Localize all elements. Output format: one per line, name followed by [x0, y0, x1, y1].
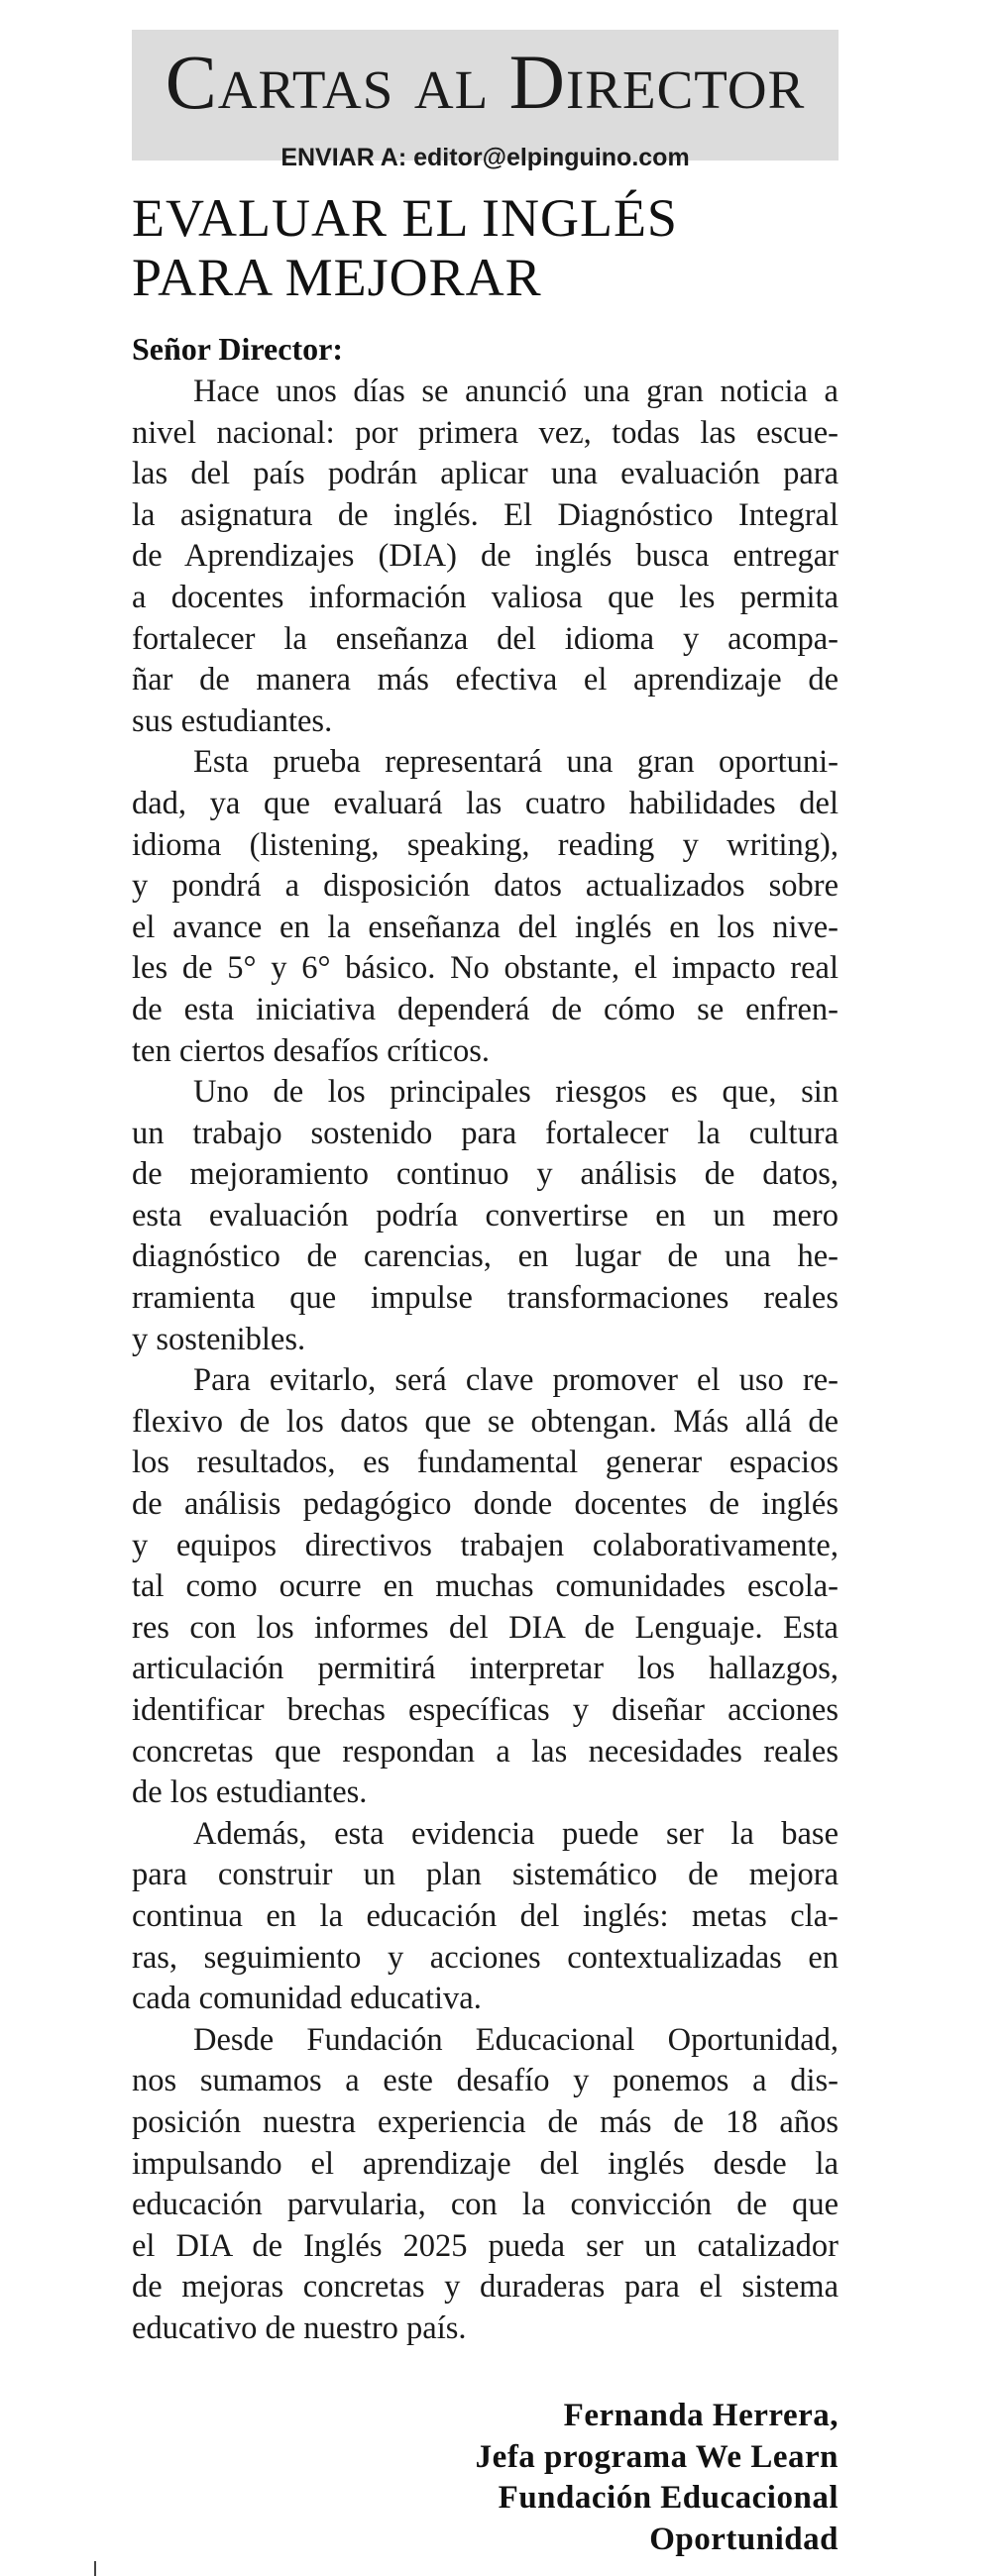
- paragraph-line: de mejoras concretas y duraderas para el sistema: [132, 2269, 839, 2306]
- paragraph-line: diagnóstico de carencias, en lugar de una he-: [132, 1238, 839, 1275]
- paragraph-line: nos sumamos a este desafío y ponemos a dis-: [132, 2063, 839, 2099]
- paragraph-line: res con los informes del DIA de Lenguaje. Esta: [132, 1609, 839, 1646]
- letter-paragraph: [132, 1814, 839, 2020]
- paragraph-line: el DIA de Inglés 2025 pueda ser un catalizador: [132, 2227, 839, 2264]
- paragraph-line: Desde Fundación Educacional Oportunidad,: [193, 2021, 839, 2058]
- letter-paragraph: [132, 742, 839, 1072]
- paragraph-line: a docentes información valiosa que les permita: [132, 579, 839, 615]
- paragraph-line: les de 5° y 6° básico. No obstante, el impacto real: [132, 950, 839, 987]
- letter-paragraph: [132, 1072, 839, 1360]
- paragraph-line: ras, seguimiento y acciones contextualizadas en: [132, 1939, 839, 1976]
- headline-line: PARA MEJORAR: [132, 248, 542, 307]
- paragraph-line: nivel nacional: por primera vez, todas las escue-: [132, 414, 839, 451]
- paragraph-line: idioma (listening, speaking, reading y writing),: [132, 826, 839, 863]
- paragraph-line: para construir un plan sistemático de mejora: [132, 1857, 839, 1893]
- letter-paragraph: [132, 2020, 839, 2350]
- paragraph-line: Para evitarlo, será clave promover el uso re-: [193, 1362, 839, 1399]
- paragraph-line: y sostenibles.: [132, 1321, 306, 1357]
- paragraph-line: el avance en la enseñanza del inglés en los nive-: [132, 909, 839, 945]
- column-margin-mark: [94, 2561, 96, 2576]
- paragraph-line: de los estudiantes.: [132, 1774, 368, 1811]
- paragraph-line: rramienta que impulse transformaciones reales: [132, 1280, 839, 1317]
- paragraph-line: educación parvularia, con la convicción de que: [132, 2187, 839, 2223]
- paragraph-line: las del país podrán aplicar una evaluación para: [132, 456, 839, 492]
- paragraph-line: de análisis pedagógico donde docentes de inglés: [132, 1486, 839, 1523]
- paragraph-line: tal como ocurre en muchas comunidades escola-: [132, 1568, 839, 1605]
- signature-line: Oportunidad: [649, 2521, 839, 2557]
- paragraph-line: Hace unos días se anunció una gran noticia a: [193, 374, 839, 409]
- paragraph-line: Además, esta evidencia puede ser la base: [193, 1815, 839, 1852]
- paragraph-line: esta evaluación podría convertirse en un mero: [132, 1197, 839, 1234]
- salutation: Señor Director:: [132, 331, 343, 367]
- letter-paragraph: [132, 1360, 839, 1814]
- paragraph-line: identificar brechas específicas y diseñar acciones: [132, 1692, 839, 1728]
- paragraph-line: posición nuestra experiencia de más de 18 años: [132, 2103, 839, 2140]
- signature-line: Jefa programa We Learn: [475, 2438, 839, 2475]
- paragraph-line: cada comunidad educativa.: [132, 1981, 482, 2017]
- paragraph-line: flexivo de los datos que se obtengan. Más allá de: [132, 1403, 839, 1440]
- paragraph-line: sus estudiantes.: [132, 702, 333, 739]
- paragraph-line: la asignatura de inglés. El Diagnóstico Integral: [132, 496, 839, 533]
- signature-line: Fernanda Herrera,: [563, 2398, 839, 2433]
- section-banner: [132, 30, 839, 171]
- paragraph-line: de mejoramiento continuo y análisis de datos,: [132, 1156, 839, 1193]
- paragraph-line: y equipos directivos trabajen colaborativamente,: [132, 1527, 839, 1563]
- section-title: Cartas al Director: [165, 39, 806, 125]
- send-to-address: ENVIAR A: editor@elpinguino.com: [280, 144, 690, 171]
- paragraph-line: ñar de manera más efectiva el aprendizaje de: [132, 662, 839, 698]
- signature-block: [132, 2396, 839, 2560]
- letter-body: [132, 372, 839, 2350]
- paragraph-line: de esta iniciativa dependerá de cómo se enfren-: [132, 991, 839, 1027]
- paragraph-line: dad, ya que evaluará las cuatro habilidades del: [132, 785, 839, 821]
- paragraph-line: ten ciertos desafíos críticos.: [132, 1032, 490, 1069]
- headline-line: EVALUAR EL INGLÉS: [132, 188, 678, 248]
- letter-paragraph: [132, 372, 839, 742]
- paragraph-line: articulación permitirá interpretar los hallazgos,: [132, 1651, 839, 1687]
- paragraph-line: Uno de los principales riesgos es que, sin: [193, 1074, 839, 1111]
- paragraph-line: de Aprendizajes (DIA) de inglés busca entregar: [132, 538, 839, 575]
- paragraph-line: educativo de nuestro país.: [132, 2309, 467, 2346]
- paragraph-line: concretas que respondan a las necesidades reales: [132, 1733, 839, 1770]
- paragraph-line: un trabajo sostenido para fortalecer la cultura: [132, 1115, 839, 1151]
- paragraph-line: impulsando el aprendizaje del inglés desde la: [132, 2145, 839, 2182]
- paragraph-line: Esta prueba representará una gran oportuni-: [193, 744, 839, 781]
- paragraph-line: continua en la educación del inglés: metas cla-: [132, 1897, 839, 1934]
- paragraph-line: los resultados, es fundamental generar espacios: [132, 1445, 839, 1481]
- letter-headline: [132, 188, 839, 307]
- paragraph-line: fortalecer la enseñanza del idioma y acompa-: [132, 620, 839, 657]
- paragraph-line: y pondrá a disposición datos actualizados sobre: [132, 868, 839, 905]
- signature-line: Fundación Educacional: [498, 2480, 839, 2517]
